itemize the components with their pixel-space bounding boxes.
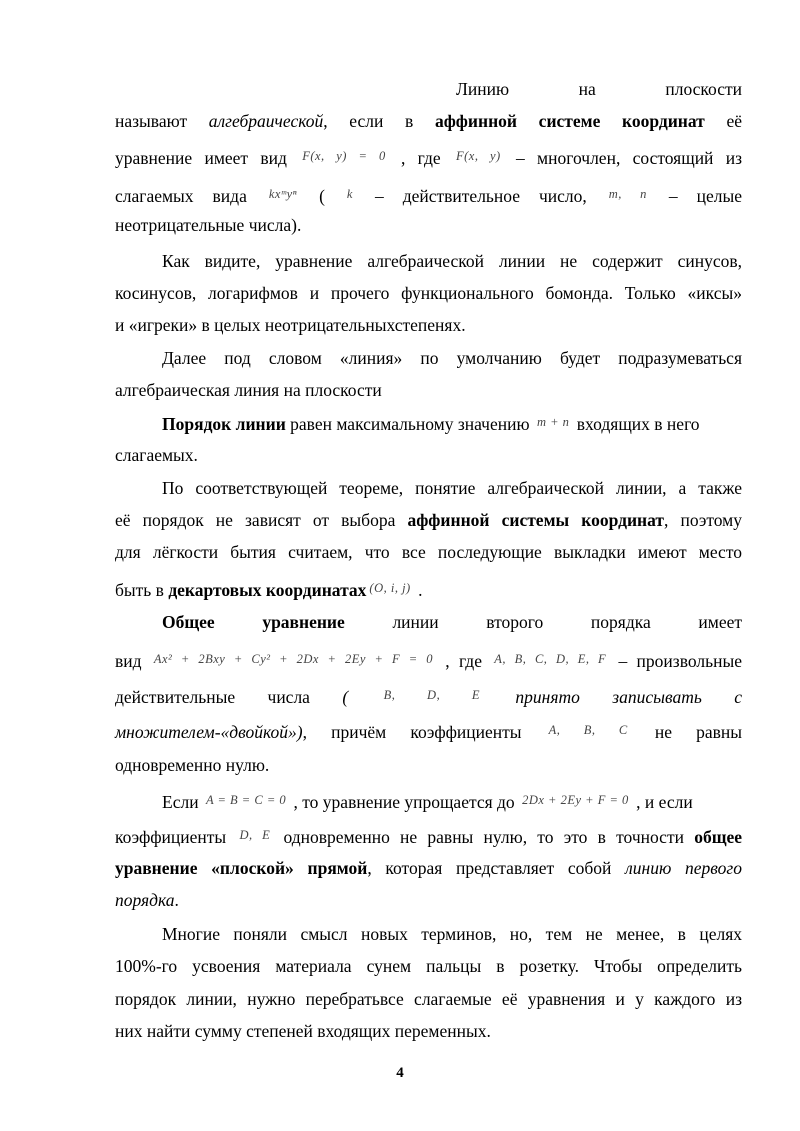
p6-line-3: действительные числа ( $^{B, D, E}$ принято записывать с [115, 687, 743, 707]
p7-line-1: Если $^{A = B = C = 0}$ , то уравнение упрощается до $^{2Dx + 2Ey + F = 0}$ , и если [162, 792, 693, 812]
p3-line-1: Далее под словом «линия» по умолчанию будет подразумеваться [162, 348, 742, 368]
p6-line-2: вид $^{Ax^2 + 2Bxy + Cy^2 + 2Dx + 2Ey + F = 0}$ , где $^{A, B, C, D, E, F}$ – произвольные [115, 651, 742, 671]
p5-line-4: быть в декартовых координатах $^{(O, i, j)}$ . [115, 580, 423, 600]
formula-F: F(x, y) [455, 149, 501, 163]
formula-a-b-c: A, B, C [548, 723, 628, 737]
p5-line-3: для лёгкости бытия считаем, что все последующие выкладки имеют место [115, 542, 742, 562]
p7-line-4: порядка. [115, 890, 179, 910]
p1-line-3: уравнение имеет вид $^{F(x, y) = 0}$ , где $^{F(x, y)}$ – многочлен, состоящий из [115, 148, 742, 168]
p8-line-2: 100%-го усвоения материала сунем пальцы в розетку. Чтобы определить [115, 956, 742, 976]
p5-line-2: её порядок не зависят от выбора аффинной системы координат, поэтому [115, 510, 742, 530]
p1-line-5: неотрицательные числа). [115, 215, 302, 235]
p2-line-3: и «игреки» в целых неотрицательныхстепенях. [115, 315, 466, 335]
formula-basis: (O, i, j) [369, 581, 411, 595]
p1-line-4: слагаемых вида $^{kxᵐy^n}$ ( $^k$ – действительное число, $^{m, n}$ – целые [115, 186, 743, 206]
formula-general-equation: Ax² + 2Bxy + Cy² + 2Dx + 2Ey + F = 0 [153, 652, 433, 666]
p6-line-4: множителем-«двойкой»), причём коэффициенты $^{A, B, C}$ не равны [115, 722, 742, 742]
formula-linear-equation: 2Dx + 2Ey + F = 0 [522, 793, 629, 807]
p7-line-2: коэффициенты $^{D, E}$ одновременно не равны нулю, то это в точности общее [115, 827, 743, 847]
p3-line-2: алгебраическая линия на плоскости [115, 380, 382, 400]
p1-line-1: Линию на плоскости [456, 79, 742, 99]
p1-line-2: называют алгебраической, если в аффинной системе координат её [115, 111, 742, 131]
p4-line-1: Порядок линии равен максимальному значению $^{m + n}$ входящих в него [162, 414, 700, 434]
p2-line-2: косинусов, логарифмов и прочего функционального бомонда. Только «иксы» [115, 283, 742, 303]
p6-line-1: Общее уравнение линии второго порядка имеет [162, 612, 743, 632]
page-number: 4 [396, 1065, 404, 1081]
p6-line-5: одновременно нулю. [115, 755, 270, 775]
formula-d-e: D, E [239, 828, 271, 842]
p7-line-3: уравнение «плоской» прямой, которая представляет собой линию первого [115, 858, 742, 878]
formula-k: k [346, 187, 353, 201]
formula-F-equals-zero: F(x, y) = 0 [302, 149, 386, 163]
p2-line-1: Как видите, уравнение алгебраической линии не содержит синусов, [162, 251, 742, 271]
formula-m-n: m, n [608, 187, 647, 201]
p4-line-2: слагаемых. [115, 445, 198, 465]
p8-line-4: них найти сумму степеней входящих переменных. [115, 1021, 491, 1041]
formula-abc-zero: A = B = C = 0 [205, 793, 287, 807]
formula-coefficients: A, B, C, D, E, F [494, 652, 607, 666]
p5-line-1: По соответствующей теореме, понятие алгебраической линии, а также [162, 478, 742, 498]
formula-m-plus-n: m + n [536, 415, 570, 429]
p8-line-1: Многие поняли смысл новых терминов, но, тем не менее, в целях [162, 924, 742, 944]
p8-line-3: порядок линии, нужно перебратьвсе слагаемые её уравнения и у каждого из [115, 989, 742, 1009]
formula-monomial: kxᵐyⁿ [268, 187, 298, 201]
formula-b-d-e: B, D, E [383, 688, 481, 702]
